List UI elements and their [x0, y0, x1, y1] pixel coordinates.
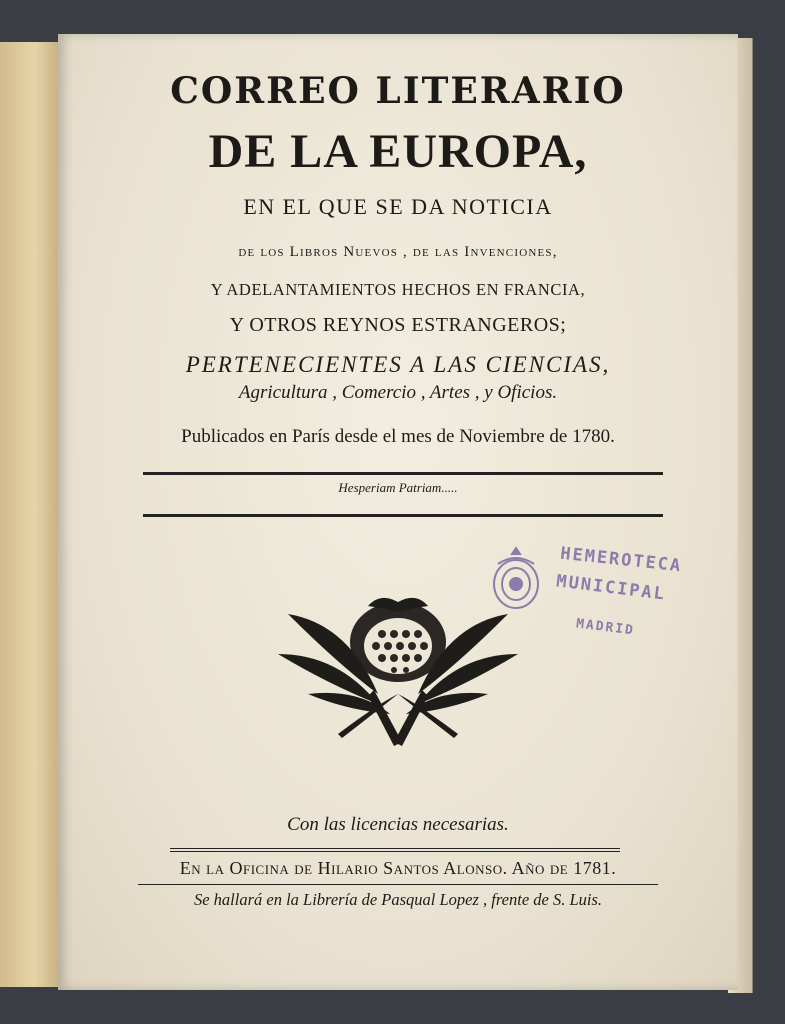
top-rule: [143, 472, 663, 475]
stamp-line-1: HEMEROTECA: [559, 543, 684, 577]
subtitle-line-3: Y ADELANTAMIENTOS HECHOS EN FRANCIA,: [210, 280, 586, 299]
bottom-rule: [143, 514, 663, 517]
title-line-1: CORREO LITERARIO: [170, 70, 626, 112]
subtitle-line-5: PERTENECIENTES A LAS CIENCIAS,: [185, 352, 611, 377]
publication-note: Publicados en París desde el mes de Noviembre de 1780.: [181, 426, 615, 447]
seller-line: Se hallará en la Librería de Pasqual Lopez , frente de S. Luis.: [193, 890, 603, 909]
title-page: [58, 34, 738, 990]
motto: Hesperiam Patriam.....: [338, 480, 458, 495]
imprint-line: En la Oficina de Hilario Santos Alonso. Año de 1781.: [179, 858, 617, 878]
subtitle-line-6: Agricultura , Comercio , Artes , y Oficios.: [238, 382, 558, 403]
subtitle-line-1: EN EL QUE SE DA NOTICIA: [243, 194, 553, 219]
woodcut-ornament-icon: [278, 594, 518, 754]
imprint-rule: [170, 848, 620, 852]
license-note: Con las licencias necesarias.: [287, 814, 509, 835]
subtitle-line-2: de los Libros Nuevos , de las Invenciones,: [238, 244, 558, 260]
imprint-underline: [138, 884, 658, 885]
stamp-line-2: MUNICIPAL: [555, 571, 667, 605]
title-line-2: DE LA EUROPA,: [208, 125, 588, 178]
facing-page-edge: [0, 42, 60, 987]
subtitle-line-4: Y OTROS REYNOS ESTRANGEROS;: [229, 314, 567, 336]
stamp-line-3: MADRID: [575, 616, 636, 639]
